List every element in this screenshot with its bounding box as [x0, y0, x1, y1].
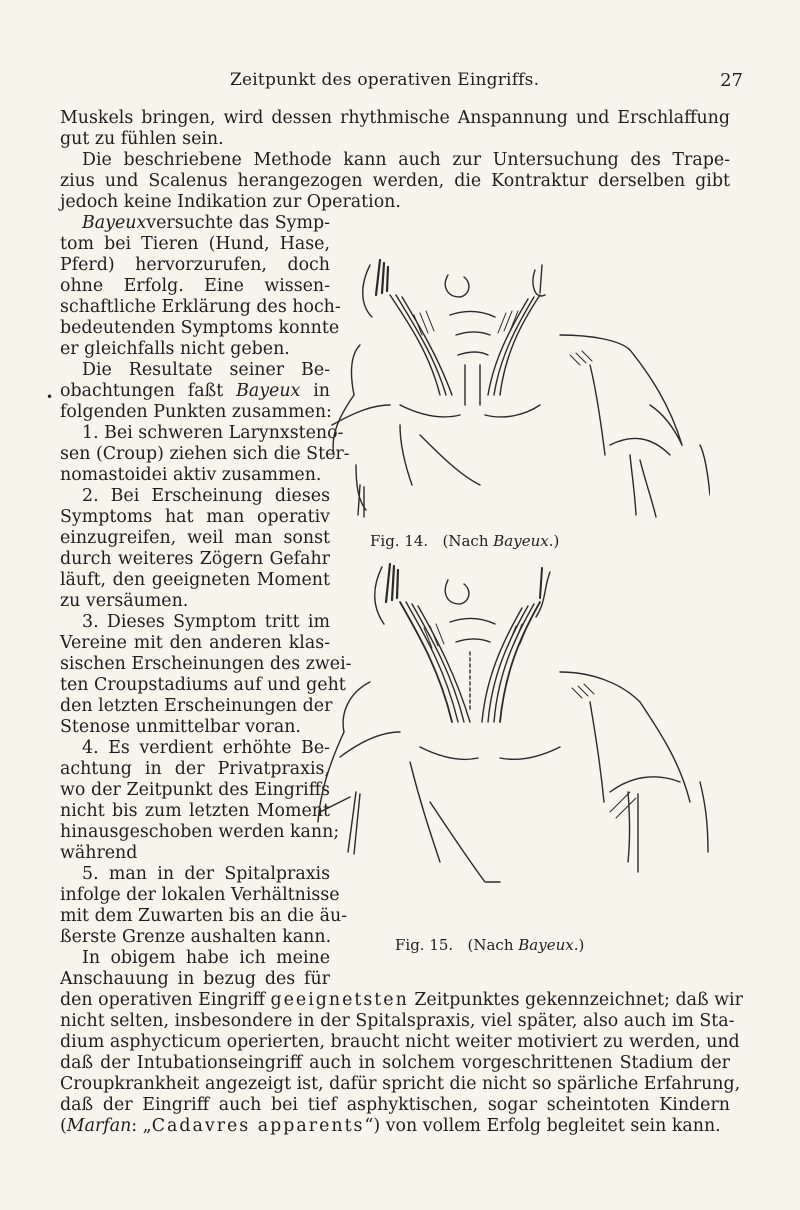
text-line: Die Resultate seiner Be-	[82, 360, 330, 380]
emphasized-quote: Cadavres apparents	[151, 1116, 365, 1136]
text-line: daß der Eingriff auch bei tief asphyktischen, sogar scheintoten Kindern	[60, 1095, 730, 1115]
text-line: (Nach	[442, 532, 494, 550]
text-line: achtung in der Privatpraxis,	[60, 759, 330, 779]
text-line: (	[60, 1116, 67, 1136]
text-line: mit dem Zuwarten bis an die äu-	[60, 906, 348, 926]
figure-label: Fig. 15.	[395, 936, 454, 954]
text-line	[60, 1116, 730, 1137]
text-line: jedoch keine Indikation zur Operation.	[60, 192, 401, 212]
emphasized-word: geeignetsten	[270, 990, 409, 1010]
text-line: daß der Intubationseingriff auch in solchem vorgeschrittenen Stadium der	[60, 1053, 730, 1073]
text-line: Stenose unmittelbar voran.	[60, 717, 301, 737]
figure-14-caption	[370, 532, 559, 550]
text-line: durch weiteres Zögern Gefahr	[60, 549, 330, 569]
text-line: 3. Dieses Symptom tritt im	[82, 612, 330, 632]
text-line: sen (Croup) ziehen sich die Ster-	[60, 444, 350, 464]
text-line: Die beschriebene Methode kann auch zur Untersuchung des Trape-	[82, 150, 730, 170]
running-title: Zeitpunkt des operativen Eingriffs.	[230, 70, 540, 90]
text-line: ten Croupstadiums auf und geht	[60, 675, 346, 695]
text-line: zius und Scalenus herangezogen werden, die Kontraktur derselben gibt	[60, 171, 730, 191]
figure-14-illustration	[330, 255, 710, 525]
text-line: in	[313, 381, 330, 401]
text-line: den letzten Erscheinungen der	[60, 696, 333, 716]
text-line: ßerste Grenze aushalten kann.	[60, 927, 332, 947]
text-line: einzugreifen, weil man sonst	[60, 528, 330, 548]
text-line: läuft, den geeigneten Moment	[60, 570, 330, 590]
text-line: folgenden Punkten zusammen:	[60, 402, 332, 422]
text-line: : „	[131, 1116, 152, 1136]
text-line: während	[60, 843, 138, 863]
text-line: 5. man in der Spitalpraxis	[82, 864, 330, 884]
text-line: obachtungen faßt	[60, 381, 224, 401]
author-name: Bayeux	[518, 936, 574, 954]
page-number: 27	[720, 70, 743, 91]
author-name: Bayeux	[82, 213, 147, 233]
paragraph-anschauung-start	[60, 948, 330, 990]
text-line: versuchte das Symp-	[146, 213, 330, 233]
author-name: Bayeux	[236, 381, 301, 401]
paragraph-anschauung	[60, 990, 743, 1137]
text-line: den operativen Eingriff	[60, 990, 265, 1010]
text-line: dium asphycticum operierten, braucht nicht weiter motiviert zu werden, und	[60, 1032, 740, 1052]
list-item-1	[60, 423, 350, 486]
text-line: .)	[548, 532, 560, 550]
text-line: nicht bis zum letzten Moment	[60, 801, 330, 821]
text-line: 1. Bei schweren Larynxsteno-	[82, 423, 344, 443]
text-line	[60, 381, 330, 402]
text-line: bedeutenden Symptoms konnte	[60, 318, 340, 338]
paragraph-resultate	[60, 360, 330, 423]
author-name: Marfan	[66, 1116, 132, 1136]
list-item-4	[60, 738, 340, 864]
text-line: In obigem habe ich meine	[82, 948, 330, 968]
text-line: Zeitpunktes gekennzeichnet; daß wir	[414, 990, 743, 1010]
text-line: Vereine mit den anderen klas-	[60, 633, 330, 653]
text-line: er gleichfalls nicht geben.	[60, 339, 290, 359]
text-line: nicht selten, insbesondere in der Spitalspraxis, viel später, also auch im Sta-	[60, 1011, 735, 1031]
text-line: ohne Erfolg. Eine wissen-	[60, 276, 330, 296]
text-line: Muskels bringen, wird dessen rhythmische Anspannung und Erschlaffung	[60, 108, 730, 128]
text-line: Croupkrankheit angezeigt ist, dafür spricht die nicht so spärliche Erfahrung,	[60, 1074, 741, 1094]
text-line: (Nach	[467, 936, 519, 954]
text-line	[60, 990, 743, 1011]
text-line: Anschauung in bezug des für	[60, 969, 330, 989]
paragraph-bayeux	[60, 213, 341, 360]
list-item-3	[60, 612, 352, 738]
list-item-2	[60, 486, 330, 612]
text-line: gut zu fühlen sein.	[60, 129, 224, 149]
text-line: 2. Bei Erscheinung dieses	[82, 486, 330, 506]
running-header	[0, 70, 800, 94]
figure-15-illustration	[310, 562, 710, 892]
paragraph-muskels	[60, 108, 730, 150]
text-line: zu versäumen.	[60, 591, 189, 611]
margin-mark: •	[46, 390, 54, 404]
list-item-5	[60, 864, 348, 948]
text-line: “) von vollem Erfolg begleitet sein kann.	[364, 1116, 721, 1136]
text-line: nomastoidei aktiv zusammen.	[60, 465, 322, 485]
author-name: Bayeux	[493, 532, 549, 550]
text-line: tom bei Tieren (Hund, Hase,	[60, 234, 330, 254]
figure-15-caption	[395, 936, 584, 954]
figure-label: Fig. 14.	[370, 532, 429, 550]
text-line	[60, 213, 330, 234]
text-line: Symptoms hat man operativ	[60, 507, 330, 527]
text-line: hinausgeschoben werden kann;	[60, 822, 340, 842]
text-line: infolge der lokalen Verhältnisse	[60, 885, 340, 905]
paragraph-methode	[60, 150, 730, 213]
text-line: wo der Zeitpunkt des Eingriffs	[60, 780, 330, 800]
text-line: Pferd) hervorzurufen, doch	[60, 255, 330, 275]
text-line: .)	[573, 936, 585, 954]
text-line: sischen Erscheinungen des zwei-	[60, 654, 352, 674]
text-line: schaftliche Erklärung des hoch-	[60, 297, 341, 317]
text-line: 4. Es verdient erhöhte Be-	[82, 738, 330, 758]
